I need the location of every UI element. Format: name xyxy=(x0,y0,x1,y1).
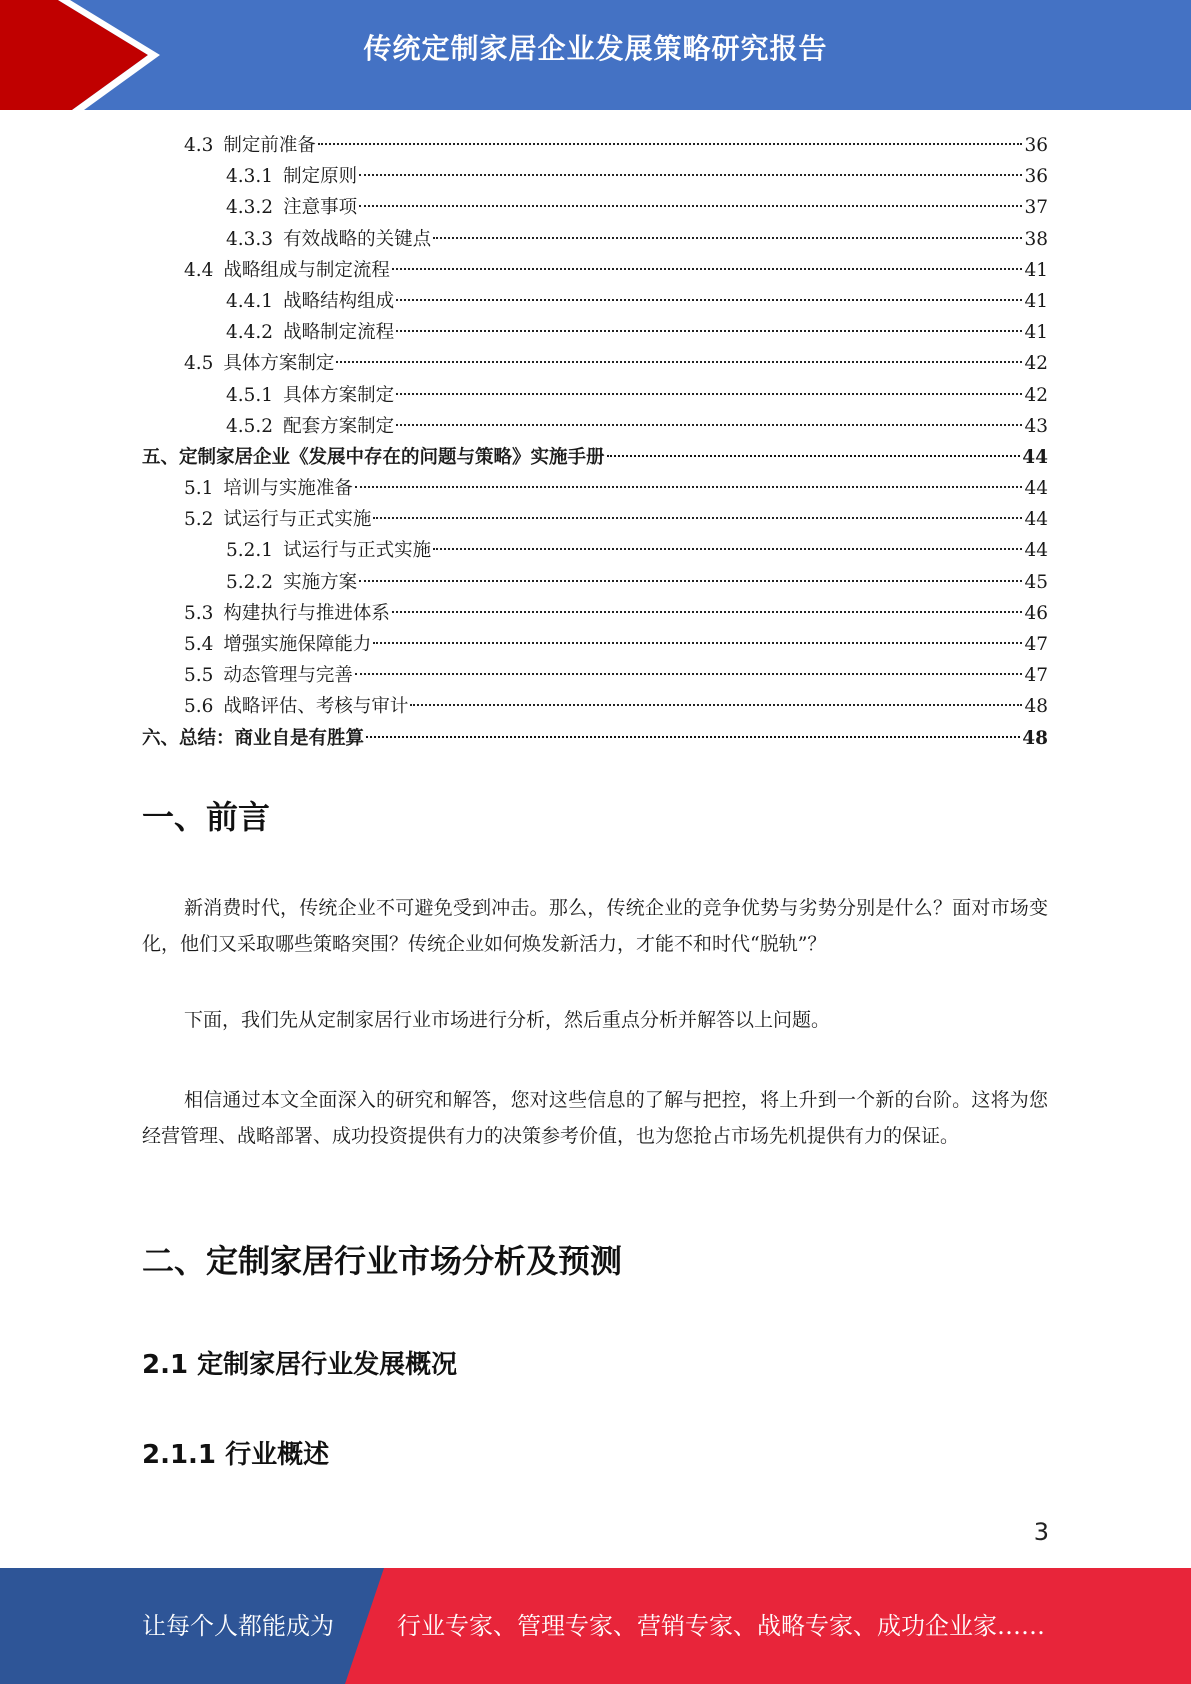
toc-dot-leader xyxy=(433,548,1022,550)
toc-entry[interactable] xyxy=(142,286,1048,317)
toc-entry-label: 增强实施保障能力 xyxy=(223,634,372,655)
toc-entry[interactable] xyxy=(142,192,1048,223)
toc-entry-number: 5.5 xyxy=(184,665,214,687)
table-of-contents xyxy=(142,130,1048,754)
toc-entry-page: 37 xyxy=(1024,197,1048,219)
toc-entry-page: 44 xyxy=(1022,446,1048,468)
toc-dot-leader xyxy=(355,673,1023,675)
toc-entry-label: 战略评估、考核与审计 xyxy=(223,696,409,718)
toc-entry-page: 44 xyxy=(1024,478,1048,500)
toc-entry-number: 5.2 xyxy=(184,509,214,531)
toc-entry-number: 4.3 xyxy=(184,135,214,156)
toc-entry-page: 42 xyxy=(1024,384,1048,406)
toc-entry[interactable] xyxy=(142,691,1048,722)
industry-overview-heading: 2.1.1 行业概述 xyxy=(142,1440,330,1470)
toc-entry-page: 44 xyxy=(1024,540,1048,562)
preface-paragraph-1: 新消费时代，传统企业不可避免受到冲击。那么，传统企业的竞争优势与劣势分别是什么？面对市场变化，他们又采取哪些策略突围？传统企业如何焕发新活力，才能不和时代“脱轨”？ xyxy=(142,897,1048,955)
toc-entry-page: 36 xyxy=(1024,135,1048,156)
toc-dot-leader xyxy=(433,237,1022,239)
toc-entry-label: 战略制定流程 xyxy=(283,322,395,344)
toc-dot-leader xyxy=(396,424,1022,426)
toc-dot-leader xyxy=(359,580,1022,582)
toc-entry-label: 六、总结：商业自是有胜算 xyxy=(142,727,365,749)
toc-entry[interactable] xyxy=(142,317,1048,348)
toc-entry-label: 动态管理与完善 xyxy=(223,665,353,687)
toc-entry-number: 4.3.3 xyxy=(226,228,274,250)
toc-entry-page: 45 xyxy=(1024,571,1048,593)
toc-entry[interactable] xyxy=(142,598,1048,629)
toc-entry-page: 47 xyxy=(1024,665,1048,687)
toc-dot-leader xyxy=(410,704,1022,706)
toc-entry[interactable] xyxy=(142,161,1048,192)
toc-dot-leader xyxy=(318,143,1023,145)
toc-entry[interactable] xyxy=(142,411,1048,442)
toc-entry[interactable] xyxy=(142,504,1048,535)
toc-entry-label: 构建执行与推进体系 xyxy=(223,602,390,624)
page-number: 3 xyxy=(1033,1518,1049,1546)
toc-entry-number: 4.4.1 xyxy=(226,290,274,312)
toc-entry-page: 38 xyxy=(1024,228,1048,250)
toc-entry-number: 5.6 xyxy=(184,696,214,718)
toc-entry-page: 48 xyxy=(1022,727,1048,749)
toc-entry-number: 5.2.1 xyxy=(226,540,274,562)
toc-dot-leader xyxy=(336,361,1022,363)
toc-entry-page: 41 xyxy=(1024,322,1048,344)
toc-entry-number: 4.3.1 xyxy=(226,166,274,188)
toc-dot-leader xyxy=(373,642,1022,644)
toc-entry-number: 5.1 xyxy=(184,478,214,500)
toc-entry-label: 实施方案 xyxy=(283,571,358,593)
toc-entry-label: 具体方案制定 xyxy=(283,384,395,406)
toc-entry-label: 配套方案制定 xyxy=(283,415,395,437)
toc-entry-label: 制定原则 xyxy=(283,166,358,188)
toc-entry-label: 战略组成与制定流程 xyxy=(223,259,390,281)
toc-entry-label: 五、定制家居企业《发展中存在的问题与策略》实施手册 xyxy=(142,446,605,468)
toc-entry[interactable] xyxy=(142,255,1048,286)
toc-entry-page: 46 xyxy=(1024,602,1048,624)
toc-entry-page: 44 xyxy=(1024,509,1048,531)
toc-dot-leader xyxy=(392,268,1023,270)
toc-entry[interactable] xyxy=(142,473,1048,504)
overview-heading: 2.1 定制家居行业发展概况 xyxy=(142,1350,458,1380)
preface-paragraph-3: 相信通过本文全面深入的研究和解答，您对这些信息的了解与把控，将上升到一个新的台阶。这将为您经营管理、战略部署、成功投资提供有力的决策参考价值，也为您抢占市场先机提供有力的保证。 xyxy=(142,1089,1048,1147)
toc-entry-number: 4.4 xyxy=(184,259,214,281)
toc-entry-label: 试运行与正式实施 xyxy=(223,509,372,531)
toc-entry-number: 5.3 xyxy=(184,602,214,624)
toc-dot-leader xyxy=(366,736,1020,738)
toc-entry-page: 48 xyxy=(1024,696,1048,718)
market-analysis-heading: 二、定制家居行业市场分析及预测 xyxy=(142,1242,623,1280)
toc-entry-number: 4.5.2 xyxy=(226,415,274,437)
toc-dot-leader xyxy=(355,486,1023,488)
toc-entry[interactable] xyxy=(142,567,1048,598)
toc-dot-leader xyxy=(373,517,1022,519)
toc-entry-page: 42 xyxy=(1024,353,1048,375)
toc-entry-page: 36 xyxy=(1024,166,1048,188)
toc-entry[interactable] xyxy=(142,535,1048,566)
toc-entry[interactable] xyxy=(142,380,1048,411)
toc-entry[interactable] xyxy=(142,348,1048,379)
toc-dot-leader xyxy=(396,330,1022,332)
toc-entry-label: 战略结构组成 xyxy=(283,290,395,312)
toc-entry-page: 43 xyxy=(1024,415,1048,437)
toc-entry-page: 41 xyxy=(1024,259,1048,281)
toc-entry-label: 培训与实施准备 xyxy=(223,478,353,500)
footer-slogan-right: 行业专家、管理专家、营销专家、战略专家、成功企业家…… xyxy=(397,1612,1045,1640)
toc-dot-leader xyxy=(396,299,1022,301)
preface-paragraph-2: 下面，我们先从定制家居行业市场进行分析，然后重点分析并解答以上问题。 xyxy=(184,1009,831,1031)
toc-entry-number: 4.5.1 xyxy=(226,384,274,406)
toc-entry[interactable] xyxy=(142,629,1048,660)
toc-entry[interactable] xyxy=(142,660,1048,691)
toc-entry-number: 5.4 xyxy=(184,634,214,655)
toc-entry[interactable] xyxy=(142,442,1048,473)
toc-entry-label: 有效战略的关键点 xyxy=(283,228,432,250)
page-header xyxy=(0,0,1191,110)
toc-entry-number: 4.4.2 xyxy=(226,322,274,344)
toc-entry[interactable] xyxy=(142,224,1048,255)
toc-entry-number: 4.3.2 xyxy=(226,197,274,219)
toc-entry-label: 具体方案制定 xyxy=(223,353,335,375)
toc-entry[interactable] xyxy=(142,130,1048,161)
toc-dot-leader xyxy=(607,455,1021,457)
toc-dot-leader xyxy=(359,205,1022,207)
toc-dot-leader xyxy=(396,393,1022,395)
toc-entry-label: 试运行与正式实施 xyxy=(283,540,432,562)
toc-entry-number: 5.2.2 xyxy=(226,571,274,593)
toc-entry-page: 41 xyxy=(1024,290,1048,312)
toc-entry-label: 注意事项 xyxy=(283,197,358,219)
toc-entry[interactable] xyxy=(142,723,1048,754)
toc-dot-leader xyxy=(392,611,1023,613)
preface-heading: 一、前言 xyxy=(142,798,271,836)
toc-entry-page: 47 xyxy=(1024,634,1048,655)
toc-dot-leader xyxy=(359,174,1022,176)
toc-entry-label: 制定前准备 xyxy=(223,135,316,156)
footer-slogan-left: 让每个人都能成为 xyxy=(142,1612,334,1640)
toc-entry-number: 4.5 xyxy=(184,353,214,375)
page-footer xyxy=(0,1568,1191,1684)
report-title: 传统定制家居企业发展策略研究报告 xyxy=(363,32,828,65)
